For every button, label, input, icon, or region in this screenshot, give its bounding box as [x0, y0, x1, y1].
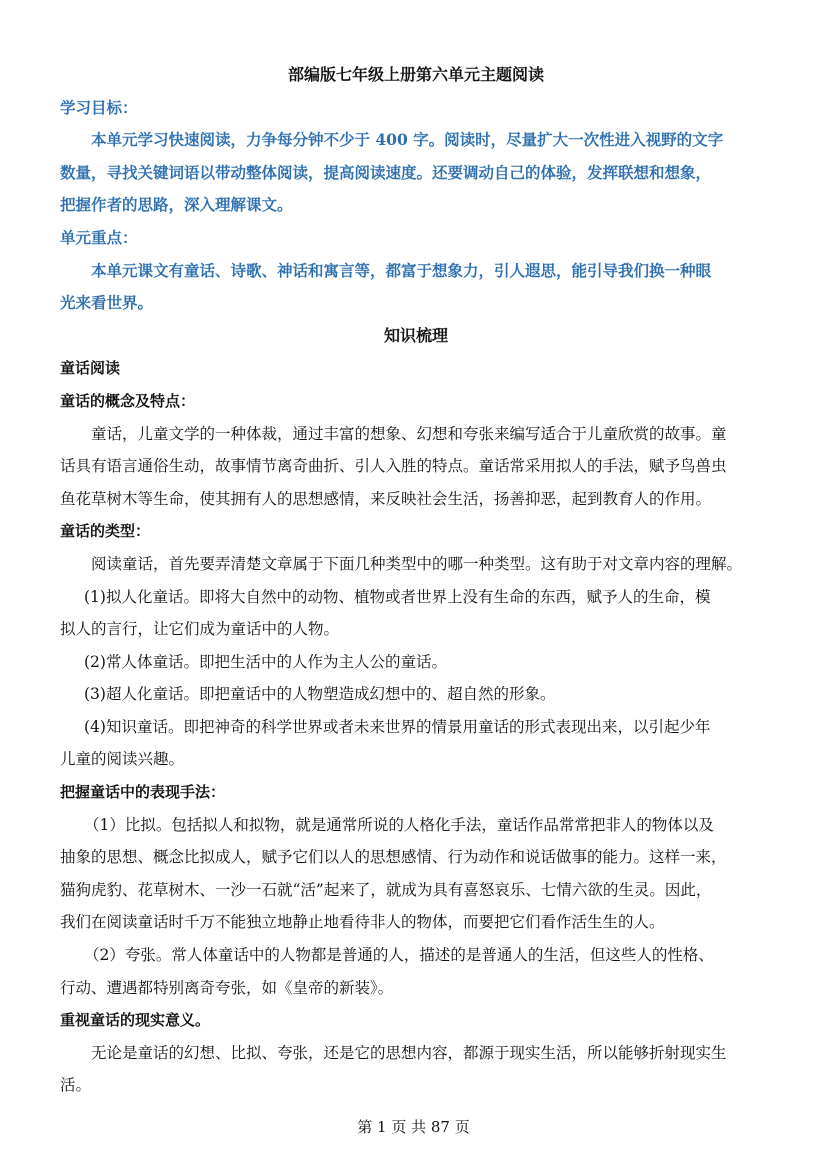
goals-line: 数量，寻找关键词语以带动整体阅读，提高阅读速度。还要调动自己的体验，发挥联想和想象， [60, 162, 712, 182]
type-1: (1)拟人化童话。即将大自然中的动物、植物或者世界上没有生命的东西，赋予人的生命，模 [84, 587, 711, 606]
goals-line: 把握作者的思路，深入理解课文。 [60, 195, 293, 215]
page-number: 第 1 页 共 87 页 [357, 1118, 470, 1136]
type-2: (2)常人体童话。即把生活中的人作为主人公的童话。 [84, 652, 447, 671]
technique-1: （1）比拟。包括拟人和拟物，就是通常所说的人格化手法，童话作品常常把非人的物体以及 [84, 815, 714, 834]
technique-2: （2）夸张。常人体童话中的人物都是普通的人，描述的是普通人的生活，但这些人的性格、 [84, 946, 714, 965]
types-intro: 阅读童话，首先要弄清楚文章属于下面几种类型中的哪一种类型。这有助于对文章内容的理解。 [91, 554, 743, 573]
reality-line: 无论是童话的幻想、比拟、夸张，还是它的思想内容，都源于现实生活，所以能够折射现实生 [91, 1043, 727, 1062]
document-page [60, 59, 772, 1102]
focus-heading: 单元重点： [60, 227, 138, 247]
section-title: 知识梳理 [383, 325, 448, 345]
type-1-cont: 拟人的言行，让它们成为童话中的人物。 [60, 620, 340, 639]
concept-line: 童话，儿童文学的一种体裁，通过丰富的想象、幻想和夸张来编写适合于儿童欣赏的故事。童 [91, 424, 727, 443]
document-title: 部编版七年级上册第六单元主题阅读 [287, 65, 544, 84]
reality-heading: 重视童话的现实意义。 [60, 1011, 211, 1030]
concept-line: 鱼花草树木等生命，使其拥有人的思想感情，来反映社会生活，扬善抑恶，起到教育人的作用。 [60, 489, 712, 508]
focus-line: 光来看世界。 [60, 293, 154, 313]
types-heading: 童话的类型： [60, 522, 151, 541]
technique-1-cont: 猫狗虎豹、花草树木、一沙一石就“活”起来了，就成为具有喜怒哀乐、七情六欲的生灵。因此， [60, 880, 712, 899]
reality-line: 活。 [60, 1076, 92, 1095]
focus-line: 本单元课文有童话、诗歌、神话和寓言等，都富于想象力，引人遐思，能引导我们换一种眼 [91, 260, 712, 280]
goals-line: 本单元学习快速阅读，力争每分钟不少于 400 字。阅读时，尽量扩大一次性进入视野的文字 [91, 130, 724, 150]
techniques-heading: 把握童话中的表现手法： [60, 783, 226, 802]
concept-heading: 童话的概念及特点： [60, 391, 196, 410]
type-4: (4)知识童话。即把神奇的科学世界或者未来世界的情景用童话的形式表现出来，以引起少年 [84, 717, 711, 736]
fairy-heading: 童话阅读 [60, 359, 121, 378]
technique-1-cont: 我们在阅读童话时千万不能独立地静止地看待非人的物体，而要把它们看作活生生的人。 [60, 913, 665, 932]
concept-line: 话具有语言通俗生动，故事情节离奇曲折、引人入胜的特点。童话常采用拟人的手法，赋予鸟兽虫 [60, 457, 727, 476]
type-3: (3)超人化童话。即把童话中的人物塑造成幻想中的、超自然的形象。 [84, 685, 556, 704]
technique-1-cont: 抽象的思想、概念比拟成人，赋予它们以人的思想感情、行为动作和说话做事的能力。这样一来， [60, 848, 727, 867]
type-4-cont: 儿童的阅读兴趣。 [60, 750, 185, 769]
technique-2-cont: 行动、遭遇都特别离奇夸张，如《皇帝的新装》。 [60, 978, 394, 997]
goals-heading: 学习目标： [60, 97, 138, 117]
